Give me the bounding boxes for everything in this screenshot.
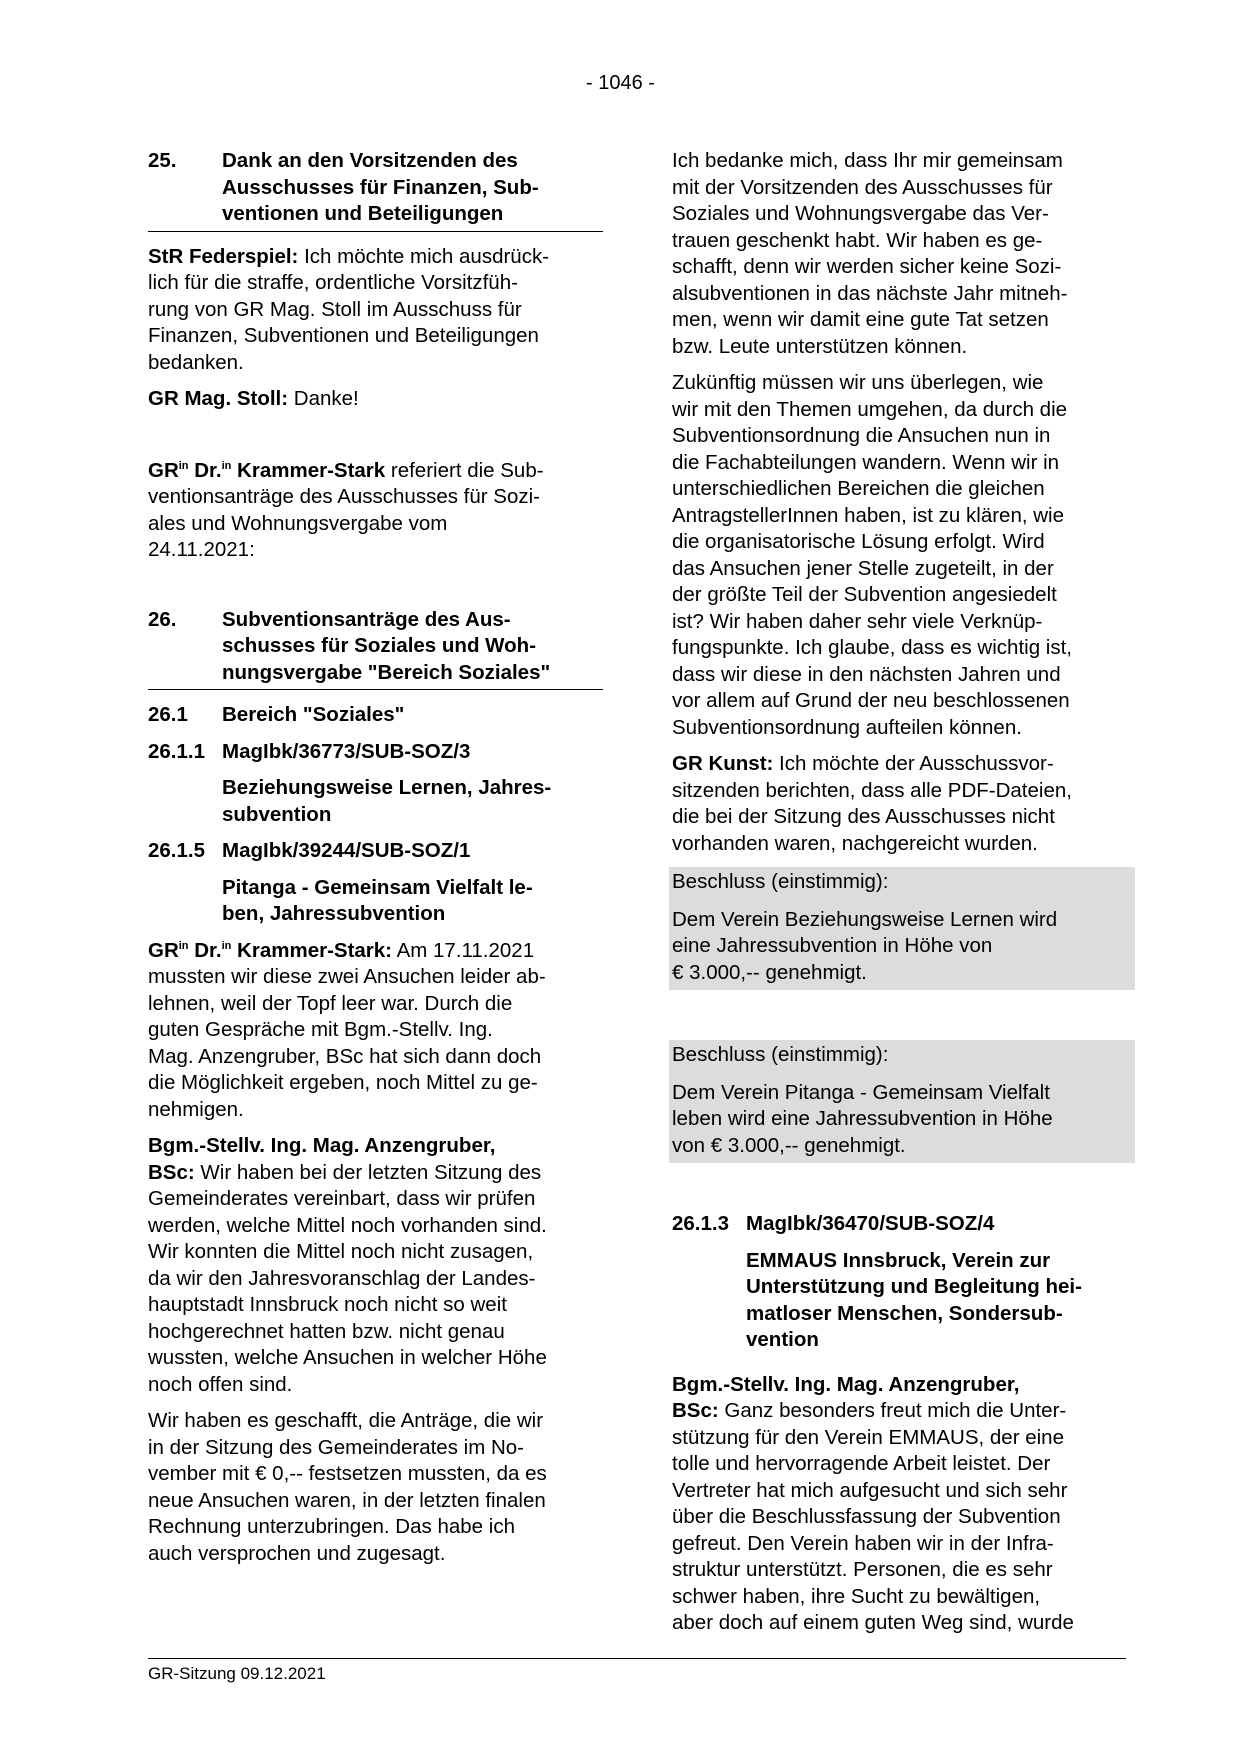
agenda-item-title: Dank an den Vorsitzenden des Ausschusses für Finanzen, Sub- ventionen und Beteiligungen xyxy=(222,149,539,225)
agenda-item-title: Subventionsanträge des Aus- schusses für Soziales und Woh- nungsvergabe "Bereich Soziales" xyxy=(222,607,551,684)
statement-anzengruber-1: Bgm.-Stellv. Ing. Mag. Anzengruber, BSc: Wir haben bei der letzten Sitzung des Gemeinderates vereinbart, dass wir prüfen werden, welche Mittel noch vorhanden sind. Wir konnten die Mittel noch nicht zusagen, da wir den Jahresvoranschlag der Landes- hauptstadt Innsbruck noch nicht so weit hochgerechnet hatten bzw. nicht genau wussten, welche Ansuchen in welcher Höhe noch offen sind. xyxy=(148,1134,547,1396)
agenda-item-25-heading xyxy=(148,148,603,232)
section-26-1-5: 26.1.5 MagIbk/39244/SUB-SOZ/1 xyxy=(148,839,471,862)
section-26-1-3: 26.1.3 MagIbk/36470/SUB-SOZ/4 xyxy=(672,1212,995,1235)
left-column xyxy=(148,148,603,1577)
agenda-item-number: 25. xyxy=(148,149,177,172)
resolution-box-2 xyxy=(669,1040,1135,1163)
statement-anzengruber-1-cont-3: Zukünftig müssen wir uns überlegen, wie wir mit den Themen umgehen, da durch die Subventionsordnung die Ansuchen nun in die Fachabteilungen wandern. Wenn wir in unterschiedlichen Bereichen die gleichen AntragstellerInnen haben, ist zu klären, wie die organisatorische Lösung erfolgt. Wird das Ansuchen jener Stelle zugeteilt, in der der größte Teil der Subvention angesiedelt ist? Wir haben daher sehr viele Verknüp- fungspunkte. Ich glaube, dass es wichtig ist, dass wir diese in den nächsten Jahren und vor allem auf Grund der neu beschlossenen Subventionsordnung aufteilen können. xyxy=(672,371,1072,739)
resolution-text: Dem Verein Pitanga - Gemeinsam Vielfalt leben wird eine Jahressubvention in Höhe von € 3.000,-- genehmigt. xyxy=(672,1080,1053,1157)
speaker-name: $GR^{in}$ Dr.$^{in}$ Krammer-Stark xyxy=(148,458,386,482)
footer-session-date: GR-Sitzung 09.12.2021 xyxy=(148,1664,326,1683)
resolution-label: Beschluss (einstimmig): xyxy=(672,870,889,893)
speaker-name: $GR^{in}$ Dr.$^{in}$ Krammer-Stark: xyxy=(148,938,393,962)
statement-kunst: GR Kunst: Ich möchte der Ausschussvor- sitzenden berichten, dass alle PDF-Dateien, die bei der Sitzung des Ausschusses nicht vorhanden waren, nachgereicht wurden. xyxy=(672,752,1072,855)
speaker-name: GR Mag. Stoll: xyxy=(148,387,289,410)
statement-anzengruber-2: Bgm.-Stellv. Ing. Mag. Anzengruber, BSc: Ganz besonders freut mich die Unter- stützung für den Verein EMMAUS, der eine tolle und hervorragende Arbeit leistet. Der Vertreter hat mich aufgesucht und sich sehr über die Beschlussfassung der Subvention gefreut. Den Verein haben wir in der Infra- struktur unterstützt. Personen, die es sehr schwer haben, ihre Sucht zu bewältigen, aber doch auf einem guten Weg sind, wurde xyxy=(672,1372,1074,1634)
resolution-box-1 xyxy=(669,867,1135,990)
speaker-name: StR Federspiel: xyxy=(148,244,299,268)
speaker-name: Bgm.-Stellv. Ing. Mag. Anzengruber, BSc: xyxy=(148,1134,496,1184)
right-column xyxy=(672,148,1127,1647)
agenda-item-number: 26. xyxy=(148,607,177,631)
resolution-text: Dem Verein Beziehungsweise Lernen wird eine Jahressubvention in Höhe von € 3.000,-- genehmigt. xyxy=(672,907,1058,984)
agenda-item-26-heading xyxy=(148,607,603,691)
statement-federspiel: StR Federspiel: Ich möchte mich ausdrück- lich für die straffe, ordentliche Vorsitzfüh- rung von GR Mag. Stoll im Ausschuss für Finanzen, Subventionen und Beteiligungen bedanken. xyxy=(148,244,550,374)
krammer-stark-intro: $GR^{in}$ Dr.$^{in}$ Krammer-Stark referiert die Sub- ventionsanträge des Ausschusses für Sozi- ales und Wohnungsvergabe vom 24.11.2021: xyxy=(148,458,544,561)
resolution-label: Beschluss (einstimmig): xyxy=(672,1043,889,1066)
speaker-name: Bgm.-Stellv. Ing. Mag. Anzengruber, BSc: xyxy=(672,1372,1020,1422)
statement-krammer-stark: $GR^{in}$ Dr.$^{in}$ Krammer-Stark: Am 17.11.2021 mussten wir diese zwei Ansuchen leider ab- lehnen, weil der Topf leer war. Durch die guten Gespräche mit Bgm.-Stellv. Ing. Mag. Anzengruber, BSc hat sich dann doch die Möglichkeit ergeben, noch Mittel zu ge- nehmigen. xyxy=(148,938,546,1121)
page-number: - 1046 - xyxy=(586,72,655,94)
section-26-1-1-title: Beziehungsweise Lernen, Jahres- subvention xyxy=(222,776,552,826)
statement-stoll: GR Mag. Stoll: Danke! xyxy=(148,387,359,410)
section-26-1: 26.1 Bereich "Soziales" xyxy=(148,703,405,726)
statement-anzengruber-1-cont-2: Ich bedanke mich, dass Ihr mir gemeinsam mit der Vorsitzenden des Ausschusses für Soziales und Wohnungsvergabe das Ver- trauen geschenkt habt. Wir haben es ge- schafft, denn wir werden sicher keine Sozi- alsubventionen in das nächste Jahr mitneh- men, wenn wir damit eine gute Tat setzen bzw. Leute unterstützen können. xyxy=(672,149,1068,358)
section-26-1-1: 26.1.1 MagIbk/36773/SUB-SOZ/3 xyxy=(148,739,471,763)
statement-anzengruber-1-cont: Wir haben es geschafft, die Anträge, die wir in der Sitzung des Gemeinderates im No- vember mit € 0,-- festsetzen mussten, da es neue Ansuchen waren, in der letzten finalen Rechnung unterzubringen. Das habe ich auch versprochen und zugesagt. xyxy=(148,1409,547,1565)
section-26-1-3-title: EMMAUS Innsbruck, Verein zur Unterstützung und Begleitung hei- matloser Menschen, Sondersub- vention xyxy=(746,1248,1082,1351)
section-26-1-5-title: Pitanga - Gemeinsam Vielfalt le- ben, Jahressubvention xyxy=(222,875,533,925)
speaker-name: GR Kunst: xyxy=(672,752,774,775)
footer-divider xyxy=(148,1658,1126,1659)
